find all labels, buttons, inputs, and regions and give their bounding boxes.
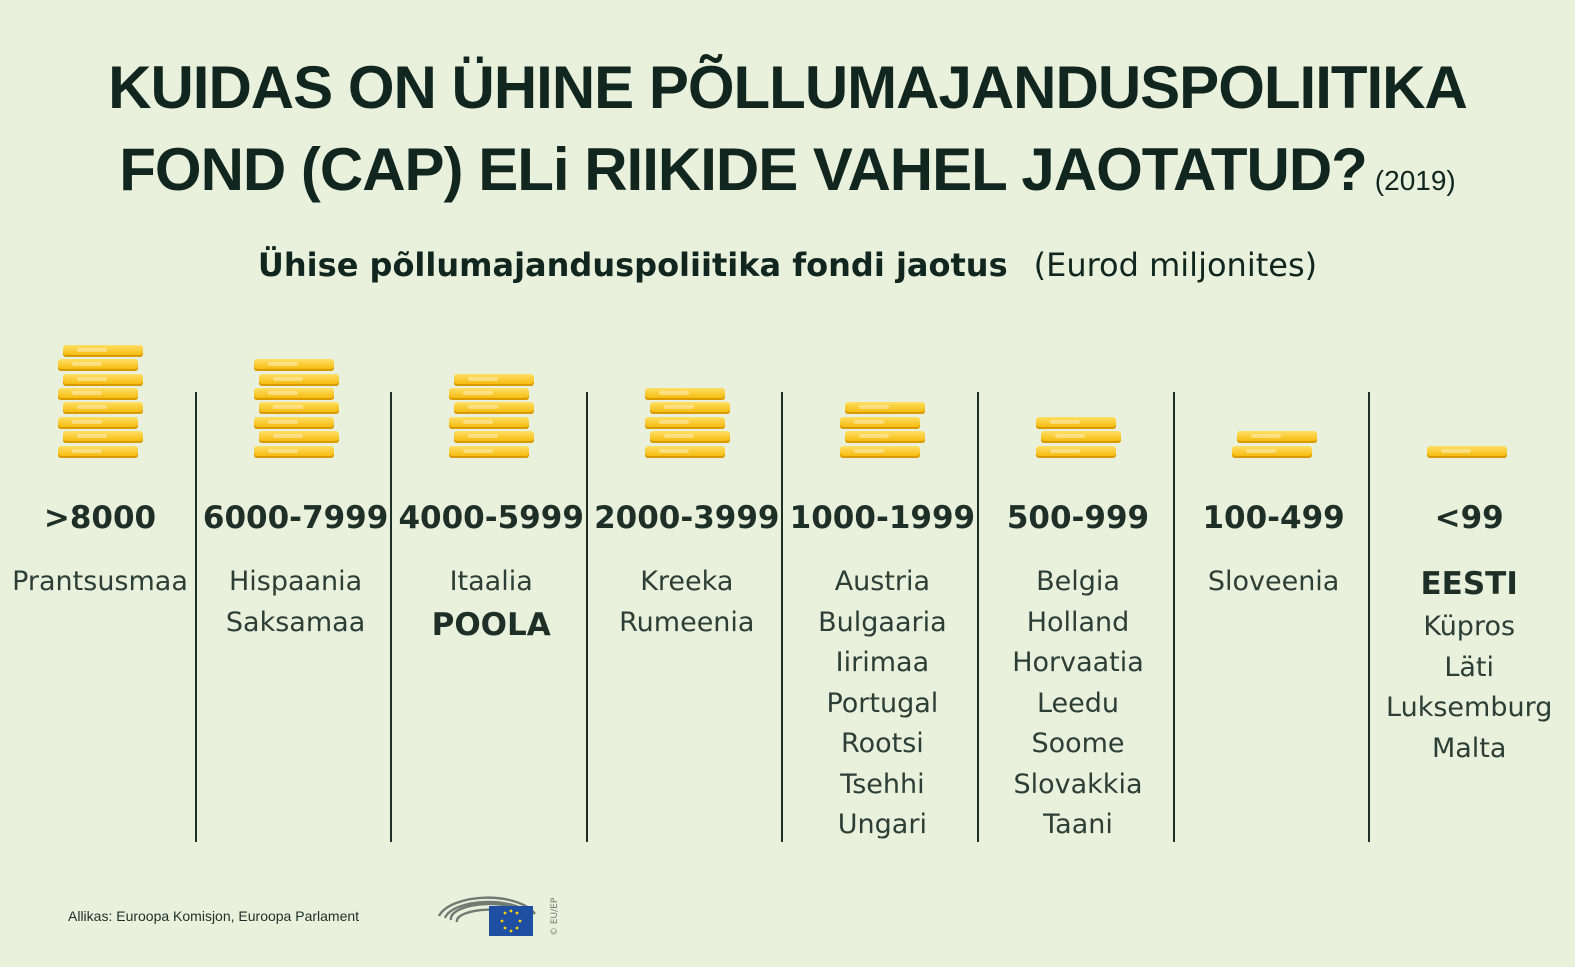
coin-icon bbox=[63, 374, 143, 386]
column-4 bbox=[589, 330, 785, 850]
european-parliament-logo bbox=[435, 880, 565, 938]
column-5 bbox=[784, 330, 980, 850]
coin-stack bbox=[784, 330, 980, 462]
coin-icon bbox=[254, 417, 334, 429]
country-name: Austria bbox=[834, 566, 931, 597]
coin-icon bbox=[645, 388, 725, 400]
title-line-2-text: FOND (CAP) ELi RIIKIDE VAHEL JAOTATUD? bbox=[119, 136, 1367, 203]
country-name: Portugal bbox=[826, 687, 939, 719]
country-name: Sloveenia bbox=[1207, 566, 1340, 597]
coin-icon bbox=[650, 431, 730, 443]
coin-icon bbox=[254, 446, 334, 458]
country-name: Taani bbox=[1043, 809, 1113, 840]
source-note: Allikas: Euroopa Komisjon, Euroopa Parlament bbox=[68, 908, 360, 924]
coin-icon bbox=[454, 402, 534, 414]
column-6 bbox=[980, 330, 1176, 850]
country-name: Saksamaa bbox=[225, 606, 366, 638]
country-list bbox=[2, 562, 198, 603]
column-2 bbox=[198, 330, 394, 850]
coin-icon bbox=[63, 345, 143, 357]
country-list bbox=[1371, 562, 1567, 769]
country-name: Itaalia bbox=[449, 566, 533, 597]
column-divider bbox=[977, 392, 979, 842]
coin-icon bbox=[454, 374, 534, 386]
country-name: Rootsi bbox=[841, 728, 924, 759]
column-3 bbox=[393, 330, 589, 850]
column-8 bbox=[1371, 330, 1567, 850]
range-label: 4000-5999 bbox=[398, 500, 584, 536]
country-list bbox=[198, 562, 394, 643]
coin-icon bbox=[1232, 446, 1312, 458]
country-name: POOLA bbox=[431, 606, 551, 643]
coin-icon bbox=[645, 446, 725, 458]
range-label: 500-999 bbox=[1006, 500, 1150, 536]
coin-icon bbox=[259, 402, 339, 414]
country-name: Kreeka bbox=[640, 566, 734, 597]
country-name: Küpros bbox=[1423, 611, 1516, 642]
coin-icon bbox=[259, 431, 339, 443]
range-label: >8000 bbox=[43, 500, 157, 536]
country-list bbox=[589, 562, 785, 643]
country-name: Hispaania bbox=[228, 566, 363, 597]
coin-icon bbox=[845, 402, 925, 414]
coin-icon bbox=[650, 402, 730, 414]
country-name: Läti bbox=[1444, 651, 1495, 683]
coin-stack bbox=[589, 330, 785, 462]
coin-stack bbox=[980, 330, 1176, 462]
country-list bbox=[784, 562, 980, 846]
column-1 bbox=[2, 330, 198, 850]
coin-icon bbox=[645, 417, 725, 429]
country-list bbox=[1176, 562, 1372, 603]
coin-icon bbox=[1041, 431, 1121, 443]
country-name: Soome bbox=[1031, 728, 1125, 759]
range-label: 1000-1999 bbox=[789, 500, 976, 536]
country-name: Leedu bbox=[1036, 687, 1120, 719]
range-label: 100-499 bbox=[1202, 500, 1345, 536]
country-list bbox=[393, 562, 589, 648]
range-label: 2000-3999 bbox=[594, 500, 780, 536]
country-name: EESTI bbox=[1420, 566, 1518, 602]
credit-text: © EU/EP bbox=[550, 897, 560, 936]
subtitle-unit: (Eurod miljonites) bbox=[1033, 246, 1318, 284]
coin-icon bbox=[1427, 446, 1507, 458]
subtitle-text: Ühise põllumajanduspoliitika fondi jaotus bbox=[257, 246, 1008, 284]
coin-stack bbox=[1371, 330, 1567, 462]
country-name: Rumeenia bbox=[619, 606, 755, 638]
coin-stack bbox=[2, 330, 198, 462]
country-name: Belgia bbox=[1036, 566, 1120, 597]
range-label: <99 bbox=[1434, 500, 1504, 536]
coin-icon bbox=[254, 359, 334, 371]
country-name: Ungari bbox=[837, 809, 927, 840]
country-name: Horvaatia bbox=[1012, 647, 1144, 678]
column-divider bbox=[390, 392, 392, 842]
country-name: Prantsusmaa bbox=[12, 566, 188, 597]
coin-stack bbox=[198, 330, 394, 462]
coin-icon bbox=[63, 431, 143, 443]
coin-icon bbox=[449, 417, 529, 429]
coin-icon bbox=[840, 446, 920, 458]
title-line-1: KUIDAS ON ÜHINE PÕLLUMAJANDUSPOLIITIKA bbox=[108, 54, 1467, 121]
coin-icon bbox=[254, 388, 334, 400]
country-name: Tsehhi bbox=[840, 768, 925, 800]
coin-icon bbox=[1237, 431, 1317, 443]
coin-icon bbox=[259, 374, 339, 386]
country-name: Malta bbox=[1431, 732, 1507, 764]
title-line-2 bbox=[0, 134, 1575, 217]
column-7 bbox=[1176, 330, 1372, 850]
column-divider bbox=[781, 392, 783, 842]
range-label: 6000-7999 bbox=[202, 500, 389, 536]
subtitle bbox=[0, 243, 1575, 287]
country-name: Slovakkia bbox=[1013, 768, 1143, 800]
coin-icon bbox=[58, 388, 138, 400]
coin-icon bbox=[58, 446, 138, 458]
coin-stack bbox=[1176, 330, 1372, 462]
coin-icon bbox=[58, 359, 138, 371]
coin-icon bbox=[845, 431, 925, 443]
column-divider bbox=[195, 392, 197, 842]
coin-icon bbox=[454, 431, 534, 443]
column-divider bbox=[1173, 392, 1175, 842]
country-name: Iirimaa bbox=[835, 647, 930, 678]
coin-icon bbox=[58, 417, 138, 429]
coin-icon bbox=[1036, 417, 1116, 429]
coin-icon bbox=[1036, 446, 1116, 458]
country-name: Holland bbox=[1026, 606, 1130, 638]
column-divider bbox=[586, 392, 588, 842]
country-name: Luksemburg bbox=[1386, 692, 1553, 723]
coin-stack bbox=[393, 330, 589, 462]
coin-icon bbox=[449, 446, 529, 458]
title-year: (2019) bbox=[1374, 165, 1456, 196]
coin-icon bbox=[63, 402, 143, 414]
country-list bbox=[980, 562, 1176, 846]
coin-icon bbox=[840, 417, 920, 429]
coin-icon bbox=[449, 388, 529, 400]
country-name: Bulgaaria bbox=[818, 606, 947, 638]
column-divider bbox=[1368, 392, 1370, 842]
